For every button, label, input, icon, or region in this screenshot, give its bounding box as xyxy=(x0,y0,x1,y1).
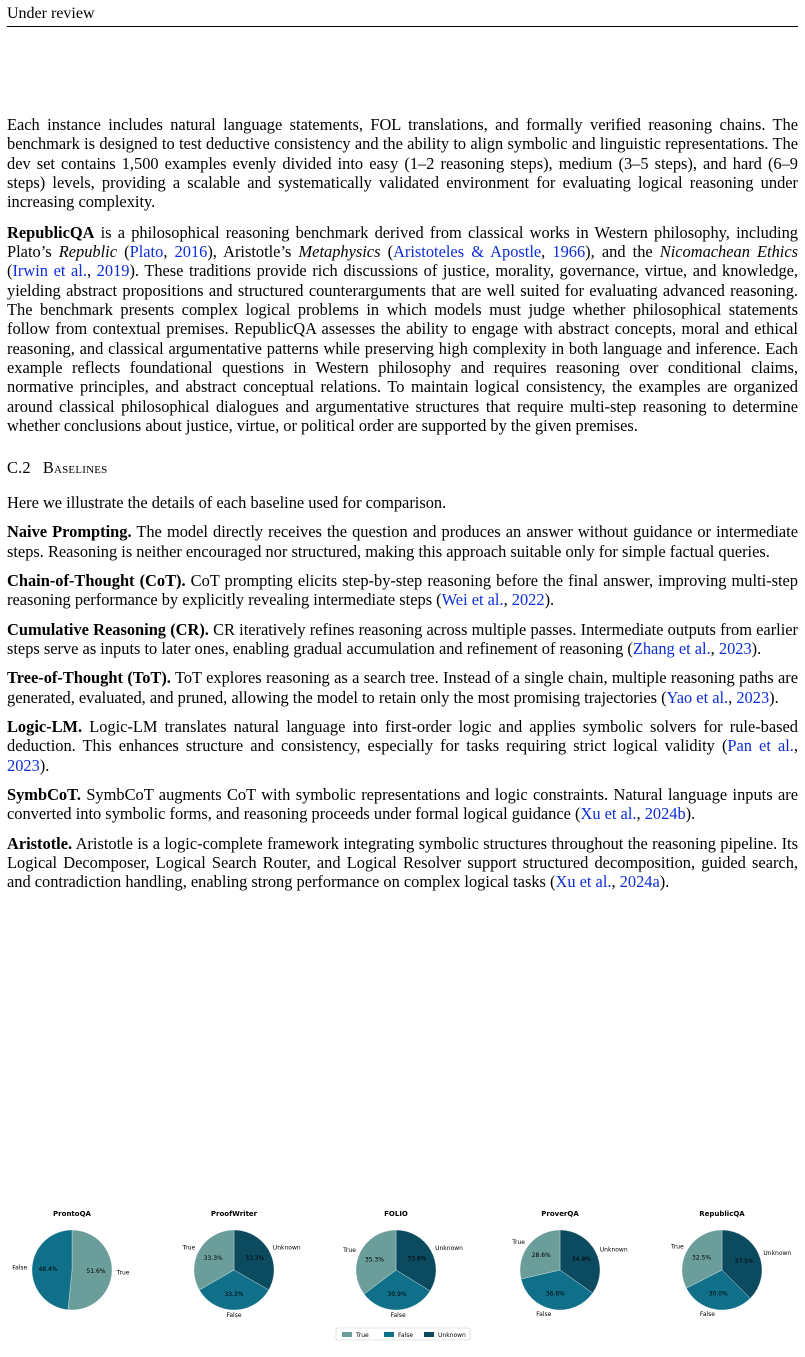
paragraph-dataset-description: Each instance includes natural language statements, FOL translations, and formally verified reasoning chains. The benchmark is designed to test deductive consistency and the ability to align symbolic and linguistic representations. The dev set contains 1,500 examples evenly divided into easy (1–2 reasoning steps), medium (3–5 steps), and hard (6–9 steps) levels, providing a scalable and systematically validated environment for evaluating logical reasoning under increasing complexity. xyxy=(7,115,798,212)
baseline-description: Aristotle is a logic-complete framework integrating symbolic structures throughout the reasoning pipeline. Its Logical Decomposer, Logical Search Router, and Logical Resolver support structured decomposition, guided search, and contradiction handling, enabling strong performance on complex logical tasks ( xyxy=(7,833,798,892)
slice-percent-label: 33.3% xyxy=(203,1255,223,1262)
citation-year[interactable]: 2024b xyxy=(644,804,686,824)
baseline-description: CoT prompting elicits step-by-step reasoning before the final answer, improving multi-step reasoning performance by explicitly revealing intermediate steps ( xyxy=(7,570,799,610)
title-metaphysics: Metaphysics xyxy=(298,242,381,262)
citation-close: ). xyxy=(544,590,555,610)
citation-close: ). xyxy=(39,755,50,775)
citation-year[interactable]: 2023 xyxy=(718,638,752,658)
header-text: Under review xyxy=(7,5,95,22)
section-number: C.2 xyxy=(7,457,31,477)
citation-irwin-year[interactable]: 2019 xyxy=(96,261,130,281)
slice-percent-label: 33.3% xyxy=(224,1291,244,1298)
citation-year[interactable]: 2023 xyxy=(7,755,40,775)
slice-category-label: Unknown xyxy=(599,1246,628,1254)
slice-category-label: True xyxy=(343,1247,356,1255)
baseline-name: Chain-of-Thought (CoT). xyxy=(7,570,186,590)
citation-author[interactable]: Wei et al. xyxy=(441,590,504,610)
citation-close: ). xyxy=(685,804,696,824)
baseline-paragraph: Cumulative Reasoning (CR). CR iteratively refines reasoning across multiple passes. Intermediate outputs from earlier steps serve as inputs to later ones, enabling gradual accumulation and refinement of reasoning (Zhang et al., 2023). xyxy=(7,619,798,658)
legend-label: Unknown xyxy=(438,1332,466,1339)
running-header xyxy=(7,4,798,27)
citation-close: ). xyxy=(751,638,762,658)
citation-author[interactable]: Xu et al. xyxy=(555,872,612,892)
slice-percent-label: 30.0% xyxy=(708,1290,728,1298)
baseline-name: Cumulative Reasoning (CR). xyxy=(7,619,209,639)
slice-percent-label: 33.8% xyxy=(407,1255,427,1263)
text-span: , xyxy=(163,242,175,262)
baseline-name: Tree-of-Thought (ToT). xyxy=(7,668,171,688)
section-title: Baselines xyxy=(42,457,108,477)
chart-title: ProofWriter xyxy=(210,1210,258,1218)
chart-title: ProverQA xyxy=(541,1210,579,1218)
title-republic: Republic xyxy=(58,242,118,262)
baselines-intro: Here we illustrate the details of each baseline used for comparison. xyxy=(7,492,447,512)
slice-percent-label: 34.8% xyxy=(571,1255,591,1263)
baseline-name: Aristotle. xyxy=(7,833,73,853)
baseline-description: CR iteratively refines reasoning across multiple passes. Intermediate outputs from earlier steps serve as inputs to later ones, enabling gradual accumulation and refinement of reasoning ( xyxy=(7,619,798,658)
citation-close: ). xyxy=(659,872,670,892)
title-ethics: Nicomachean Ethics xyxy=(659,242,799,262)
pie-charts-svg xyxy=(0,1100,805,1357)
slice-percent-label: 28.6% xyxy=(531,1252,551,1260)
slice-category-label: True xyxy=(512,1239,525,1247)
legend-swatch-unknown xyxy=(424,1332,434,1337)
citation-year[interactable]: 2023 xyxy=(736,687,770,707)
paragraph-republicqa xyxy=(7,223,798,436)
chart-title: ProntoQA xyxy=(53,1210,91,1218)
baseline-description: SymbCoT augments CoT with symbolic representations and logic constraints. Natural language inputs are converted into symbolic forms, and reasoning proceeds under formal logical guidance ( xyxy=(7,784,798,824)
slice-category-label: True xyxy=(116,1269,130,1277)
section-heading xyxy=(7,458,798,477)
slice-percent-label: 32.5% xyxy=(692,1254,712,1262)
baseline-name: Naive Prompting. xyxy=(7,522,132,542)
label-distribution-figure xyxy=(0,1100,805,1357)
text-span: , xyxy=(541,242,553,262)
legend-label: True xyxy=(356,1332,369,1339)
citation-year[interactable]: 2022 xyxy=(511,590,545,610)
slice-percent-label: 33.3% xyxy=(245,1255,265,1262)
text-span: ), Aristotle’s xyxy=(207,242,299,262)
slice-category-label: False xyxy=(12,1264,28,1272)
baseline-description: Logic-LM translates natural language into first-order logic and applies symbolic solvers for rule-based deduction. This enhances structure and consistency, especially for tasks requiring strict logical validity ( xyxy=(7,716,798,756)
citation-irwin[interactable]: Irwin et al. xyxy=(12,261,87,281)
baseline-description: The model directly receives the question and produces an answer without guidance or intermediate steps. Reasoning is neither encouraged nor structured, making this approach suitable only for simple factual queries. xyxy=(7,522,799,561)
legend-swatch-true xyxy=(342,1332,352,1337)
slice-category-label: False xyxy=(699,1311,715,1319)
citation-year[interactable]: 2024a xyxy=(619,872,660,892)
legend-swatch-false xyxy=(384,1332,394,1337)
slice-percent-label: 51.6% xyxy=(86,1268,106,1276)
legend-label: False xyxy=(398,1332,414,1339)
text-span: ). These traditions provide rich discussions of justice, morality, governance, virtue, and knowledge, yielding abstract propositions and structured counterarguments that are well suited for evaluating advanced reasoning. The benchmark presents complex logical problems in which models must judge whether philosophical statements follow from contextual premises. RepublicQA assesses the ability to engage with abstract concepts, moral and ethical reasoning, and classical argumentative patterns while preserving high complexity in both language and inference. Each example reflects foundational questions in Western philosophy and requires reasoning over conditional claims, normative principles, and abstract conceptual relations. To maintain logical consistency, the examples are organized around classical philosophical dialogues and argumentative structures that require multi-step reasoning to determine whether conclusions about justice, virtue, or political order are supported by the given premises. xyxy=(7,261,799,436)
text-span: ), and the xyxy=(585,242,660,262)
baseline-paragraph: SymbCoT. SymbCoT augments CoT with symbolic representations and logic constraints. Natural language inputs are converted into symbolic forms, and reasoning proceeds under formal logical guidance (Xu et al., 2024b). xyxy=(7,784,798,824)
slice-category-label: False xyxy=(390,1311,406,1319)
citation-author[interactable]: Yao et al. xyxy=(666,687,729,707)
slice-category-label: False xyxy=(536,1310,552,1318)
slice-percent-label: 30.9% xyxy=(387,1290,407,1298)
text-span: ( xyxy=(380,242,394,262)
slice-percent-label: 35.3% xyxy=(364,1256,385,1264)
citation-aristoteles-year[interactable]: 1966 xyxy=(552,242,586,262)
slice-percent-label: 36.6% xyxy=(545,1290,565,1298)
baseline-paragraph: Chain-of-Thought (CoT). CoT prompting elicits step-by-step reasoning before the final answer, improving multi-step reasoning performance by explicitly revealing intermediate steps (Wei et al., 2022). xyxy=(7,570,799,610)
citation-plato-year[interactable]: 2016 xyxy=(174,242,208,262)
citation-close: ). xyxy=(769,687,779,707)
text-span: ( xyxy=(7,261,13,281)
main-text xyxy=(7,115,798,902)
slice-category-label: Unknown xyxy=(763,1249,792,1257)
text-span: is a philosophical reasoning benchmark derived from classical works in Western philosophy, including Plato’s xyxy=(7,222,798,262)
baseline-paragraph: Logic-LM. Logic-LM translates natural language into first-order logic and applies symbolic solvers for rule-based deduction. This enhances structure and consistency, especially for tasks requiring strict logical validity (Pan et al., 2023). xyxy=(7,716,798,775)
slice-category-label: Unknown xyxy=(272,1244,301,1252)
text-span: , xyxy=(86,261,97,281)
baseline-name: Logic-LM. xyxy=(7,716,83,736)
baseline-paragraph: Aristotle. Aristotle is a logic-complete framework integrating symbolic structures throughout the reasoning pipeline. Its Logical Decomposer, Logical Search Router, and Logical Resolver support structured decomposition, guided search, and contradiction handling, enabling strong performance on complex logical tasks (Xu et al., 2024a). xyxy=(7,833,798,892)
chart-title: RepublicQA xyxy=(699,1210,745,1218)
republicqa-lead: RepublicQA xyxy=(7,222,95,242)
slice-percent-label: 48.4% xyxy=(38,1265,58,1273)
slice-category-label: True xyxy=(671,1243,684,1251)
citation-author[interactable]: Zhang et al. xyxy=(632,638,711,658)
slice-category-label: True xyxy=(182,1244,196,1252)
chart-title: FOLIO xyxy=(384,1210,408,1218)
text-span: ( xyxy=(117,242,130,262)
baseline-description: ToT explores reasoning as a search tree. Instead of a single chain, multiple reasoning paths are generated, evaluated, and pruned, allowing the model to retain only the most promising trajectories ( xyxy=(7,668,799,707)
baseline-paragraph xyxy=(7,522,798,561)
slice-percent-label: 37.5% xyxy=(734,1257,754,1265)
baseline-name: SymbCoT. xyxy=(7,784,81,804)
citation-aristoteles[interactable]: Aristoteles & Apostle xyxy=(393,242,542,262)
citation-plato[interactable]: Plato xyxy=(129,242,164,262)
slice-category-label: False xyxy=(226,1311,242,1319)
slice-category-label: Unknown xyxy=(435,1245,463,1253)
baseline-paragraph: Tree-of-Thought (ToT). ToT explores reasoning as a search tree. Instead of a single chain, multiple reasoning paths are generated, evaluated, and pruned, allowing the model to retain only the most promising trajectories (Yao et al., 2023). xyxy=(7,668,799,707)
citation-author[interactable]: Xu et al. xyxy=(580,804,637,824)
citation-author[interactable]: Pan et al. xyxy=(727,736,794,756)
baselines-list xyxy=(7,522,798,892)
